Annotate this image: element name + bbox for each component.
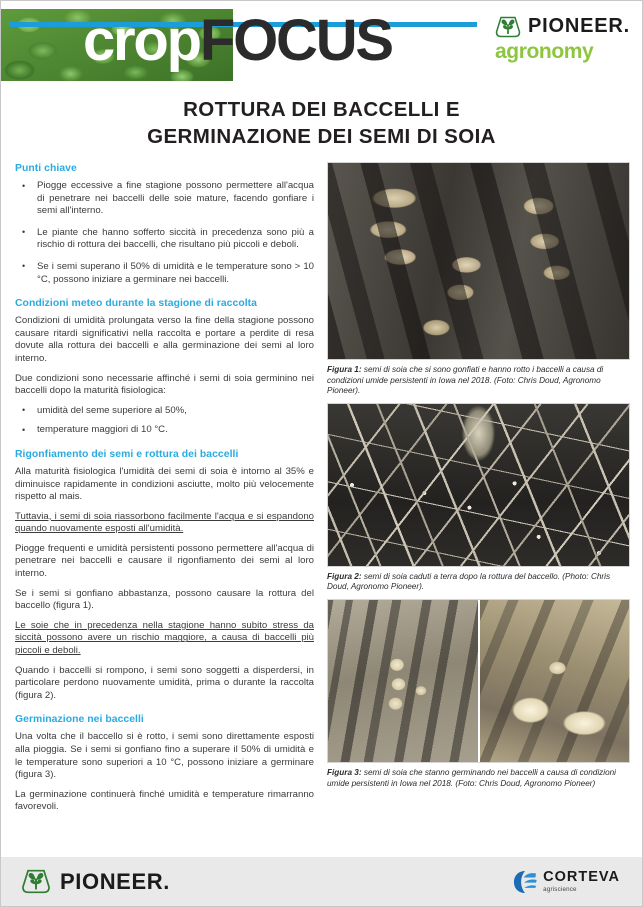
swelling-paragraph-2-underlined: Tuttavia, i semi di soia riassorbono facilmente l'acqua e si espandono quando nuovamente esposti all'umidità.: [15, 510, 314, 535]
footer-corteva-lockup: [512, 869, 620, 895]
figure-2-caption-text: semi di soia caduti a terra dopo la rottura del baccello. (Photo: Chris Doud, Agronomo Pioneer).: [327, 571, 611, 592]
figure-3-left-panel: [328, 600, 478, 762]
list-item: • Piogge eccessive a fine stagione possono permettere all'acqua di penetrare nei baccelli delle soie mature, facendo gonfiare i semi all'interno.: [15, 180, 314, 218]
crop-focus-wordmark: [83, 5, 392, 77]
germinating-seeds-closeup-photo: [480, 600, 630, 762]
footer-pioneer-lockup: [21, 869, 170, 895]
section-heading-germination: Germinazione nei baccelli: [15, 714, 144, 726]
page-header: [1, 1, 643, 89]
figure-1-caption-text: semi di soia che si sono gonfiati e hanno rotto i baccelli a causa di condizioni umide persistenti in Iowa nel 2018. (Foto: Chris Doud, Agronomo Pioneer).: [327, 365, 604, 396]
weather-conditions-list: [15, 405, 314, 437]
right-figure-column: [327, 162, 630, 850]
section-heading-weather: Condizioni meteo durante la stagione di raccolta: [15, 298, 257, 310]
swelling-paragraph-6: Quando i baccelli si rompono, i semi sono soggetti a disperdersi, in particolare perdono nuovamente umidità, prima o durante la raccolta (figura 2).: [15, 664, 314, 701]
weather-paragraph-2: Due condizioni sono necessarie affinché i semi di soia germinino nei baccelli dopo la maturità fisiologica:: [15, 372, 314, 397]
list-item: • Se i semi superano il 50% di umidità e le temperature sono > 10 °C, possono iniziare a germinare nei baccelli.: [15, 261, 314, 286]
figure-3-label: Figura 3:: [327, 767, 362, 777]
figure-1-caption: [327, 365, 630, 397]
pioneer-brand-label: PIONEER.: [528, 15, 630, 37]
page-footer: [1, 857, 642, 906]
figure-3-caption: [327, 768, 630, 789]
list-item: • umidità del seme superiore al 50%,: [15, 405, 314, 418]
figure-3-right-panel: [480, 600, 630, 762]
pioneer-trademark-icon: [495, 16, 521, 38]
pioneer-trademark-icon: [21, 869, 51, 894]
corteva-swoosh-icon: [512, 869, 538, 895]
page-title: [25, 96, 618, 150]
figure-3: [327, 599, 630, 789]
figure-2-label: Figura 2:: [327, 571, 362, 581]
weather-paragraph-1: Condizioni di umidità prolungata verso la fine della stagione possono causare ritardi significativi nella raccolta e portare a perdite di resa dovute alla rottura dei baccelli e alla germinazione dei semi al loro interno.: [15, 315, 314, 364]
soil-residue-seeds-photo: [328, 404, 629, 566]
soybean-split-pods-photo: [328, 163, 629, 359]
swelling-paragraph-4: Se i semi si gonfiano abbastanza, possono causare la rottura del baccello (figura 1).: [15, 587, 314, 612]
figure-2: [327, 403, 630, 593]
agronomy-brand-label: agronomy: [495, 40, 594, 63]
swelling-paragraph-5-underlined: Le soie che in precedenza nella stagione hanno subito stress da siccità possono avere un rischio maggiore, a causa di baccelli più piccoli e deboli.: [15, 619, 314, 657]
section-heading-key-points: Punti chiave: [15, 163, 77, 174]
figure-1-label: Figura 1:: [327, 365, 362, 374]
footer-corteva-sublabel: agriscience: [543, 885, 577, 893]
left-text-column: [15, 162, 314, 850]
figure-3-image: [327, 599, 630, 763]
footer-pioneer-label: PIONEER.: [60, 868, 170, 894]
page-title-line2: GERMINAZIONE DEI SEMI DI SOIA: [147, 125, 496, 148]
figure-2-image: [327, 403, 630, 567]
pioneer-brand-lockup: [495, 15, 630, 64]
wordmark-focus: FOCUS: [199, 8, 392, 73]
figure-1: [327, 162, 630, 397]
figure-1-image: [327, 162, 630, 360]
footer-corteva-label: CORTEVA: [543, 869, 620, 886]
dry-soybean-pods-photo: [328, 600, 478, 762]
figure-3-caption-text: semi di soia che stanno germinando nei baccelli a causa di condizioni umide persistenti in Iowa nel 2018. (Foto: Chris Doud, Agronomo Pioneer): [327, 767, 616, 788]
wordmark-crop: crop: [83, 8, 200, 73]
swelling-paragraph-3: Piogge frequenti e umidità persistenti possono permettere all'acqua di penetrare nei baccelli e causare il rigonfiamento dei semi al loro interno.: [15, 542, 314, 580]
figure-2-caption: [327, 572, 630, 593]
page-title-line1: ROTTURA DEI BACCELLI E: [183, 98, 460, 121]
key-points-list: [15, 180, 314, 286]
document-body: [1, 150, 642, 850]
germination-paragraph-2: La germinazione continuerà finché umidità e temperature rimarranno favorevoli.: [15, 788, 314, 813]
section-heading-seed-swelling: Rigonfiamento dei semi e rottura dei baccelli: [15, 448, 239, 460]
list-item: • Le piante che hanno sofferto siccità in precedenza sono più a rischio di rottura dei baccelli, che risultano più piccoli e deboli.: [15, 227, 314, 252]
germination-paragraph-1: Una volta che il baccello si è rotto, i semi sono direttamente esposti alla pioggia. Se i semi si gonfiano fino a superare il 50% di umidità e le temperature sono superiori a 10 °C, possono iniziare a germinare (figura 3).: [15, 731, 314, 781]
list-item: • temperature maggiori di 10 °C.: [15, 424, 314, 437]
swelling-paragraph-1: Alla maturità fisiologica l'umidità dei semi di soia è intorno al 35% e diminuisce rapidamente in condizioni asciutte, molto più velocemente rispetto al mais.: [15, 465, 314, 503]
